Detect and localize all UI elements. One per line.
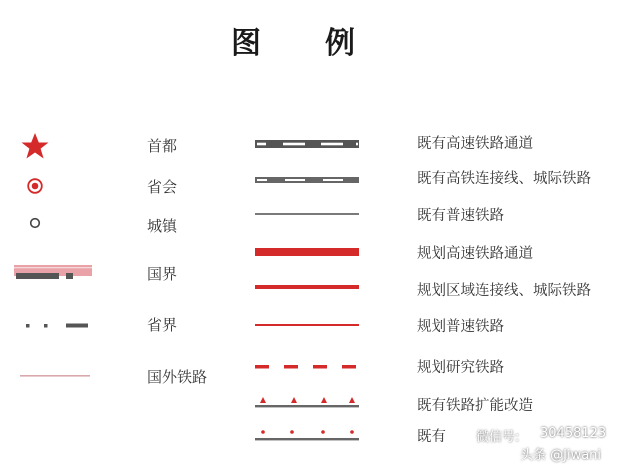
legend-title-left: 图 xyxy=(231,26,261,61)
provincial-border-symbol xyxy=(20,321,92,331)
legend-label-existing-hsr-link: 既有高铁连接线、城际铁路 xyxy=(417,171,591,187)
legend-label-national-border: 国界 xyxy=(147,265,178,283)
legend-label-planned-regional-link: 规划区域连接线、城际铁路 xyxy=(417,283,591,299)
watermark-toutiao: 头条 @Jiwani xyxy=(520,448,602,463)
legend-title-right: 例 xyxy=(325,26,355,61)
planned-conventional-railway-symbol xyxy=(255,322,361,328)
legend-label-provincial-capital: 省会 xyxy=(147,178,178,196)
planned-study-railway-symbol xyxy=(255,363,361,371)
existing-hsr-corridor-symbol xyxy=(255,138,361,150)
national-border-symbol xyxy=(14,262,94,286)
legend-label-foreign-railway: 国外铁路 xyxy=(147,368,208,386)
capital-star-icon xyxy=(20,132,50,160)
legend-label-existing-upgrade: 既有铁路扩能改造 xyxy=(417,398,533,414)
legend-label-existing-conventional: 既有普速铁路 xyxy=(417,208,504,224)
legend-label-planned-study: 规划研究铁路 xyxy=(417,360,504,376)
planned-hsr-corridor-symbol xyxy=(255,246,361,258)
legend-label-existing-hsr-corridor: 既有高速铁路通道 xyxy=(417,136,533,152)
planned-regional-link-symbol xyxy=(255,283,361,291)
legend-label-capital: 首都 xyxy=(147,137,178,155)
existing-hsr-link-symbol xyxy=(255,175,361,185)
foreign-railway-symbol xyxy=(20,372,92,380)
town-circle-icon xyxy=(28,216,42,230)
legend-label-existing-partial: 既有 xyxy=(417,429,446,445)
existing-conventional-railway-symbol xyxy=(255,211,361,217)
watermark-wechat-id: 30458123 xyxy=(540,426,607,441)
legend-label-provincial-border: 省界 xyxy=(147,316,178,334)
legend-label-planned-conventional: 规划普速铁路 xyxy=(417,319,504,335)
provincial-capital-icon xyxy=(26,177,44,195)
legend-label-planned-hsr-corridor: 规划高速铁路通道 xyxy=(417,246,533,262)
existing-railway-upgrade-symbol xyxy=(255,395,361,411)
legend-label-town: 城镇 xyxy=(147,217,178,235)
wechat-icon xyxy=(455,425,473,441)
watermark-wechat-label: 微信号: xyxy=(476,430,520,445)
existing-railway-dotted-symbol xyxy=(255,427,361,443)
